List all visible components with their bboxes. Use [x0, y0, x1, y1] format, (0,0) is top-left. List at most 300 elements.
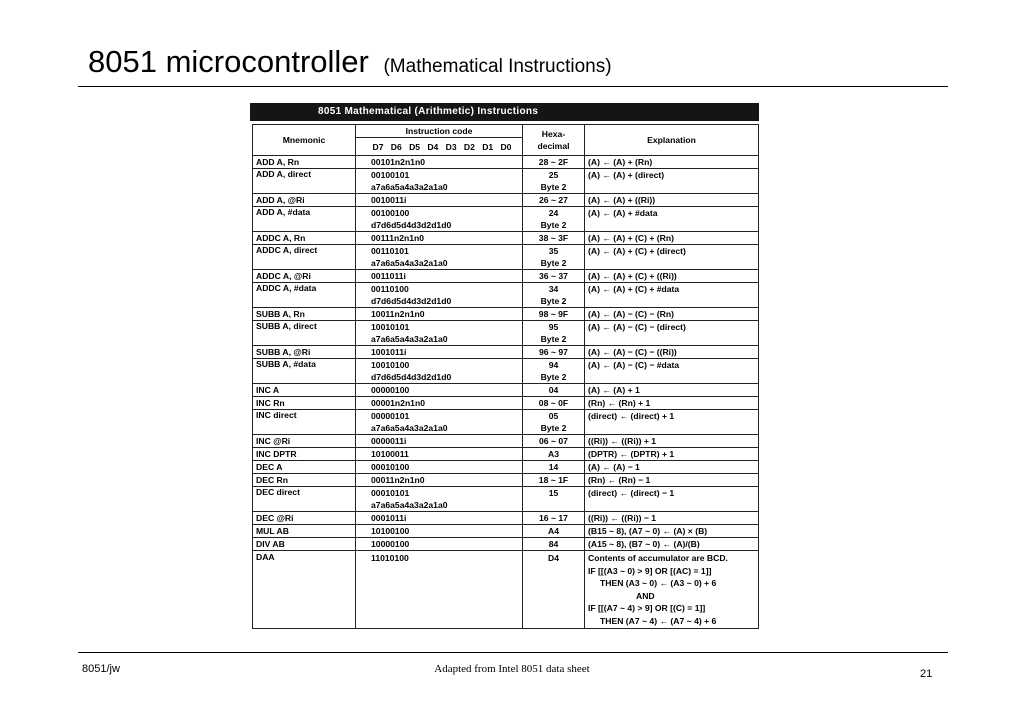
opcode-bit: a1	[428, 258, 438, 268]
opcode-bit: 1	[371, 360, 376, 370]
hex-line: 18 ~ 1F	[538, 475, 569, 485]
page-number: 21	[920, 668, 933, 680]
hex-line: Byte 2	[540, 372, 567, 382]
opcode-bit: 0	[390, 462, 395, 472]
opcode-bit: a5	[390, 258, 400, 268]
bit-header: D2	[463, 141, 475, 152]
explanation-line: (A) ← (A) + (direct)	[588, 170, 665, 180]
opcode-bit: n0	[414, 309, 425, 319]
opcode-bit: 1	[380, 284, 385, 294]
opcode-bit: 0	[375, 195, 381, 205]
opcode-bit: 0	[399, 322, 405, 332]
opcode-bit: a2	[418, 182, 429, 192]
opcode-bit: 1	[390, 398, 395, 408]
opcode-bit: 0	[371, 233, 376, 243]
footer-source: Adapted from Intel 8051 data sheet	[434, 663, 590, 675]
opcode-bit: 0	[390, 208, 395, 218]
opcode-cell	[356, 194, 523, 207]
opcode-bit: 1	[404, 488, 410, 498]
opcode-bit: n0	[414, 157, 425, 167]
opcode-bit: 0	[375, 475, 381, 485]
opcode-bit: 0	[380, 309, 386, 319]
opcode-bit: 1	[394, 526, 400, 536]
table-row	[253, 283, 759, 308]
opcode-bit: a5	[390, 500, 400, 510]
opcode-bit: 0	[399, 411, 405, 421]
opcode-bit: 0	[385, 170, 391, 180]
opcode-cell	[356, 525, 523, 538]
explanation-cell	[585, 308, 759, 321]
opcode-bit: 1	[371, 347, 376, 357]
opcode-bit: 0	[385, 539, 391, 549]
hex-line: Byte 2	[540, 258, 567, 268]
opcode-cell	[356, 283, 523, 308]
opcode-bit: 1	[380, 449, 386, 459]
opcode-bit: 0	[380, 360, 386, 370]
opcode-bit: 0	[375, 322, 381, 332]
opcode-bit: 0	[399, 539, 405, 549]
opcode-bit: 1	[399, 195, 404, 205]
mnemonic-cell: SUBB A, @Ri	[253, 346, 356, 359]
opcode-bit: 0	[380, 347, 386, 357]
opcode-bit: a4	[399, 334, 410, 344]
opcode-bit: 0	[385, 157, 391, 167]
explanation-cell	[585, 397, 759, 410]
hex-line: 26 ~ 27	[539, 195, 568, 205]
explanation-line: (direct) ← (direct) − 1	[588, 488, 675, 498]
explanation-line: (A) ← (A) + (C) + (direct)	[588, 246, 686, 256]
hex-cell	[523, 359, 585, 384]
opcode-bit: 0	[385, 449, 391, 459]
opcode-bit: 1	[380, 526, 386, 536]
opcode-bit: a7	[371, 500, 381, 510]
opcode-line	[359, 512, 519, 524]
opcode-line	[359, 333, 519, 345]
opcode-bit: a6	[380, 334, 391, 344]
opcode-bit: 0	[375, 360, 381, 370]
opcode-bit: 0	[371, 157, 376, 167]
opcode-bit: a1	[428, 182, 438, 192]
hex-line: 14	[548, 462, 559, 472]
explanation-cell	[585, 245, 759, 270]
opcode-bit: 0	[375, 309, 381, 319]
opcode-bit: 1	[384, 233, 390, 243]
opcode-bit: 0	[399, 553, 404, 563]
instruction-rows	[253, 156, 759, 629]
opcode-bit: 0	[404, 385, 410, 395]
table-row	[253, 410, 759, 435]
opcode-bit: 0	[371, 462, 376, 472]
hex-line: 34	[548, 284, 559, 294]
opcode-bit: d0	[441, 220, 452, 230]
hex-line: 96 ~ 97	[539, 347, 568, 357]
opcode-line	[359, 384, 519, 396]
opcode-bit: d0	[441, 296, 452, 306]
explanation-line: ((Ri)) ← ((Ri)) − 1	[588, 513, 657, 523]
explanation-line: Contents of accumulator are BCD.	[588, 553, 728, 563]
opcode-line	[359, 156, 519, 168]
footer-divider	[78, 652, 948, 653]
explanation-cell	[585, 512, 759, 525]
opcode-bit: 1	[394, 347, 400, 357]
opcode-line	[359, 194, 519, 206]
opcode-bit: 0	[380, 385, 386, 395]
opcode-line	[359, 397, 519, 409]
hex-cell	[523, 346, 585, 359]
table-row	[253, 474, 759, 487]
bit-header-row	[359, 142, 519, 152]
opcode-bit: d2	[421, 372, 432, 382]
opcode-bit: a3	[409, 258, 419, 268]
opcode-bit: a2	[418, 423, 429, 433]
header-hex	[523, 125, 585, 156]
opcode-bit: 1	[394, 436, 400, 446]
hex-cell	[523, 461, 585, 474]
opcode-bit: n2	[394, 309, 405, 319]
explanation-line: IF [[(A3 ~ 0) > 9] OR [(AC) = 1]]	[588, 565, 712, 576]
opcode-bit: 0	[371, 436, 376, 446]
opcode-bit: 0	[385, 526, 391, 536]
opcode-bit: 0	[371, 385, 376, 395]
header-bits	[356, 138, 523, 156]
hex-cell	[523, 397, 585, 410]
opcode-bit: 1	[380, 271, 385, 281]
opcode-bit: n2	[394, 157, 405, 167]
hex-cell	[523, 525, 585, 538]
mnemonic-cell: DEC @Ri	[253, 512, 356, 525]
opcode-bit: 1	[394, 246, 400, 256]
opcode-bit: 0	[371, 488, 376, 498]
opcode-line	[359, 422, 519, 434]
table-row	[253, 384, 759, 397]
table-row	[253, 207, 759, 232]
explanation-cell	[585, 321, 759, 346]
hex-cell	[523, 232, 585, 245]
opcode-bit: 0	[375, 449, 381, 459]
opcode-line	[359, 270, 519, 282]
bit-header: D0	[500, 141, 512, 152]
opcode-bit: 0	[385, 411, 391, 421]
explanation-line: (A) ← (A) + (C) + #data	[588, 284, 680, 294]
hex-cell	[523, 321, 585, 346]
header-hex-line1: Hexa-	[541, 129, 566, 139]
opcode-bit: 1	[394, 195, 400, 205]
opcode-bit: 0	[390, 526, 395, 536]
opcode-bit: 1	[394, 271, 399, 281]
table-row	[253, 551, 759, 629]
opcode-bit: 0	[389, 271, 395, 281]
opcode-bit: 0	[380, 398, 386, 408]
opcode-cell	[356, 397, 523, 410]
table-row	[253, 435, 759, 448]
opcode-bit: a5	[390, 182, 400, 192]
opcode-bit: a5	[390, 334, 400, 344]
mnemonic-cell: ADD A, @Ri	[253, 194, 356, 207]
opcode-bit: a3	[409, 423, 419, 433]
mnemonic-cell: DEC direct	[253, 487, 356, 512]
mnemonic-cell: ADDC A, Rn	[253, 232, 356, 245]
hex-line: 16 ~ 17	[539, 513, 568, 523]
opcode-bit: d5	[391, 220, 402, 230]
opcode-bit: d6	[381, 296, 392, 306]
opcode-line	[359, 232, 519, 244]
figure-banner-text: 8051 Mathematical (Arithmetic) Instructions	[318, 106, 539, 117]
opcode-bit: 0	[375, 411, 381, 421]
opcode-bit: 0	[399, 170, 405, 180]
opcode-bit: 0	[371, 284, 376, 294]
opcode-line	[359, 525, 519, 537]
explanation-line: (direct) ← (direct) + 1	[588, 411, 675, 421]
opcode-bit: 1	[399, 513, 404, 523]
bit-header: D6	[390, 141, 402, 152]
mnemonic-cell: ADD A, Rn	[253, 156, 356, 169]
opcode-bit: 1	[404, 170, 410, 180]
opcode-bit: 0	[390, 347, 395, 357]
explanation-line: (A) ← (A) − (C) − (direct)	[588, 322, 686, 332]
hex-line: 25	[548, 170, 559, 180]
opcode-bit: a0	[437, 500, 448, 510]
opcode-bit: a7	[371, 258, 381, 268]
opcode-bit: 1	[371, 449, 376, 459]
opcode-bit: 0	[371, 513, 376, 523]
opcode-bit: n1	[404, 157, 415, 167]
opcode-bit: 0	[404, 208, 410, 218]
hex-line: A4	[548, 526, 559, 536]
opcode-bit: a4	[399, 182, 410, 192]
opcode-bit: a2	[418, 500, 429, 510]
mnemonic-cell: INC direct	[253, 410, 356, 435]
opcode-bit: 1	[394, 284, 400, 294]
opcode-bit: a6	[380, 182, 391, 192]
opcode-bit: d7	[371, 296, 382, 306]
opcode-bit: a0	[437, 182, 448, 192]
explanation-line: (B15 ~ 8), (A7 ~ 0) ← (A) × (B)	[588, 526, 708, 536]
opcode-bit: d1	[431, 372, 442, 382]
opcode-bit: a1	[428, 423, 438, 433]
table-row	[253, 321, 759, 346]
opcode-cell	[356, 512, 523, 525]
explanation-cell	[585, 461, 759, 474]
explanation-cell	[585, 283, 759, 308]
opcode-bit: a4	[399, 258, 410, 268]
opcode-cell	[356, 448, 523, 461]
explanation-line: (A) ← (A) + (Rn)	[588, 157, 653, 167]
opcode-bit: 0	[399, 526, 405, 536]
opcode-bit: 1	[371, 526, 376, 536]
mnemonic-cell: SUBB A, Rn	[253, 308, 356, 321]
explanation-cell	[585, 538, 759, 551]
opcode-bit: a0	[437, 258, 448, 268]
opcode-bit: 1	[399, 347, 404, 357]
opcode-bit: 0	[375, 271, 381, 281]
opcode-bit: 0	[404, 360, 410, 370]
footer-author: 8051/jw	[82, 663, 120, 675]
opcode-bit: 0	[380, 475, 386, 485]
hex-cell	[523, 512, 585, 525]
opcode-bit: 1	[385, 462, 391, 472]
opcode-bit: 1	[384, 553, 390, 563]
table-row	[253, 308, 759, 321]
mnemonic-cell: ADD A, direct	[253, 169, 356, 194]
opcode-bit: a2	[418, 258, 429, 268]
opcode-bit: n0	[414, 233, 425, 243]
opcode-cell	[356, 156, 523, 169]
opcode-bit: 1	[404, 322, 410, 332]
opcode-bit: 1	[394, 513, 400, 523]
explanation-cell	[585, 232, 759, 245]
slide-title-main: 8051 microcontroller	[88, 44, 369, 79]
opcode-bit: 1	[375, 553, 381, 563]
opcode-bit: 0	[399, 284, 404, 294]
explanation-cell	[585, 194, 759, 207]
opcode-bit: 0	[375, 462, 381, 472]
opcode-bit: 1	[399, 449, 404, 459]
opcode-bit: 0	[404, 284, 409, 294]
explanation-line: (A) ← (A) + #data	[588, 208, 658, 218]
bit-header: D3	[445, 141, 457, 152]
mnemonic-cell: INC Rn	[253, 397, 356, 410]
opcode-line	[359, 410, 519, 422]
explanation-cell	[585, 384, 759, 397]
opcode-cell	[356, 232, 523, 245]
table-row	[253, 169, 759, 194]
opcode-line	[359, 308, 519, 320]
opcode-bit: 1	[371, 309, 376, 319]
opcode-bit: 0	[371, 246, 376, 256]
mnemonic-cell: SUBB A, direct	[253, 321, 356, 346]
opcode-bit: 0	[371, 411, 376, 421]
opcode-bit: 1	[394, 170, 400, 180]
mnemonic-cell: DIV AB	[253, 538, 356, 551]
opcode-bit: 0	[375, 436, 381, 446]
opcode-bit: a7	[371, 182, 381, 192]
opcode-bit: a0	[437, 423, 448, 433]
opcode-bit: 1	[385, 475, 390, 485]
opcode-bit: a3	[409, 334, 419, 344]
opcode-line	[359, 371, 519, 383]
explanation-cell	[585, 156, 759, 169]
opcode-bit: d5	[391, 296, 402, 306]
hex-line: Byte 2	[540, 220, 567, 230]
opcode-bit: 0	[375, 398, 381, 408]
opcode-bit: 0	[375, 246, 381, 256]
explanation-cell	[585, 435, 759, 448]
opcode-bit: 0	[371, 398, 376, 408]
hex-cell	[523, 448, 585, 461]
opcode-bit: 0	[399, 360, 405, 370]
hex-line: 08 ~ 0F	[538, 398, 569, 408]
hex-cell	[523, 207, 585, 232]
opcode-bit: 0	[404, 539, 410, 549]
explanation-cell	[585, 525, 759, 538]
opcode-bit: a6	[380, 423, 391, 433]
mnemonic-cell: DEC Rn	[253, 474, 356, 487]
opcode-cell	[356, 169, 523, 194]
opcode-bit: 0	[380, 513, 386, 523]
explanation-line: (A) ← (A) + (C) + ((Ri))	[588, 271, 677, 281]
opcode-bit: d5	[391, 372, 402, 382]
hex-line: 38 ~ 3F	[538, 233, 569, 243]
hex-line: 04	[548, 385, 559, 395]
hex-cell	[523, 270, 585, 283]
opcode-bit: 1	[404, 449, 409, 459]
opcode-bit: 1	[404, 246, 409, 256]
bit-header: D5	[409, 141, 421, 152]
opcode-line	[359, 435, 519, 447]
opcode-bit: a0	[437, 334, 448, 344]
explanation-line: THEN (A3 ~ 0) ← (A3 ~ 0) + 6	[600, 578, 717, 589]
hex-line: Byte 2	[540, 182, 567, 192]
opcode-bit: 1	[394, 208, 400, 218]
hex-line: A3	[548, 449, 559, 459]
opcode-line	[359, 448, 519, 460]
opcode-line	[359, 245, 519, 257]
opcode-bit: 0	[399, 488, 405, 498]
hex-line: 84	[548, 539, 559, 549]
opcode-bit: 1	[384, 246, 390, 256]
opcode-bit: 0	[375, 347, 381, 357]
opcode-bit: 0	[385, 436, 391, 446]
table-row	[253, 270, 759, 283]
opcode-bit: 1	[394, 462, 400, 472]
opcode-bit: d3	[411, 220, 422, 230]
opcode-bit: 1	[380, 157, 386, 167]
hex-cell	[523, 487, 585, 512]
explanation-line: (Rn) ← (Rn) − 1	[588, 475, 651, 485]
opcode-bit: 0	[390, 449, 395, 459]
opcode-bit: a4	[399, 423, 410, 433]
hex-line: Byte 2	[540, 334, 567, 344]
opcode-line	[359, 207, 519, 219]
header-explanation: Explanation	[585, 125, 759, 156]
opcode-bit: 0	[375, 385, 381, 395]
opcode-line	[359, 321, 519, 333]
opcode-line	[359, 538, 519, 550]
header-mnemonic: Mnemonic	[253, 125, 356, 156]
opcode-bit: 1	[385, 309, 390, 319]
opcode-cell	[356, 487, 523, 512]
hex-cell	[523, 538, 585, 551]
opcode-line	[359, 169, 519, 181]
opcode-bit: 0	[390, 360, 395, 370]
opcode-bit: 0	[404, 462, 410, 472]
opcode-line	[359, 474, 519, 486]
explanation-line: (A) ← (A) − (C) − #data	[588, 360, 680, 370]
opcode-bit: 0	[380, 539, 386, 549]
mnemonic-cell: INC @Ri	[253, 435, 356, 448]
opcode-bit: 0	[380, 488, 386, 498]
opcode-bit: 0	[385, 398, 391, 408]
table-row	[253, 194, 759, 207]
opcode-bit: 0	[371, 195, 376, 205]
opcode-bit: 0	[375, 208, 381, 218]
opcode-bit: 0	[390, 488, 395, 498]
opcode-bit: 0	[371, 170, 376, 180]
hex-line: Byte 2	[540, 423, 567, 433]
explanation-line: AND	[636, 590, 655, 601]
opcode-bit: a1	[428, 500, 438, 510]
mnemonic-cell: ADD A, #data	[253, 207, 356, 232]
opcode-cell	[356, 435, 523, 448]
opcode-cell	[356, 474, 523, 487]
opcode-bit: n0	[414, 398, 425, 408]
opcode-bit: 0	[375, 526, 381, 536]
mnemonic-cell: ADDC A, @Ri	[253, 270, 356, 283]
hex-cell	[523, 156, 585, 169]
hex-cell	[523, 474, 585, 487]
opcode-line	[359, 487, 519, 499]
hex-line: 94	[548, 360, 559, 370]
